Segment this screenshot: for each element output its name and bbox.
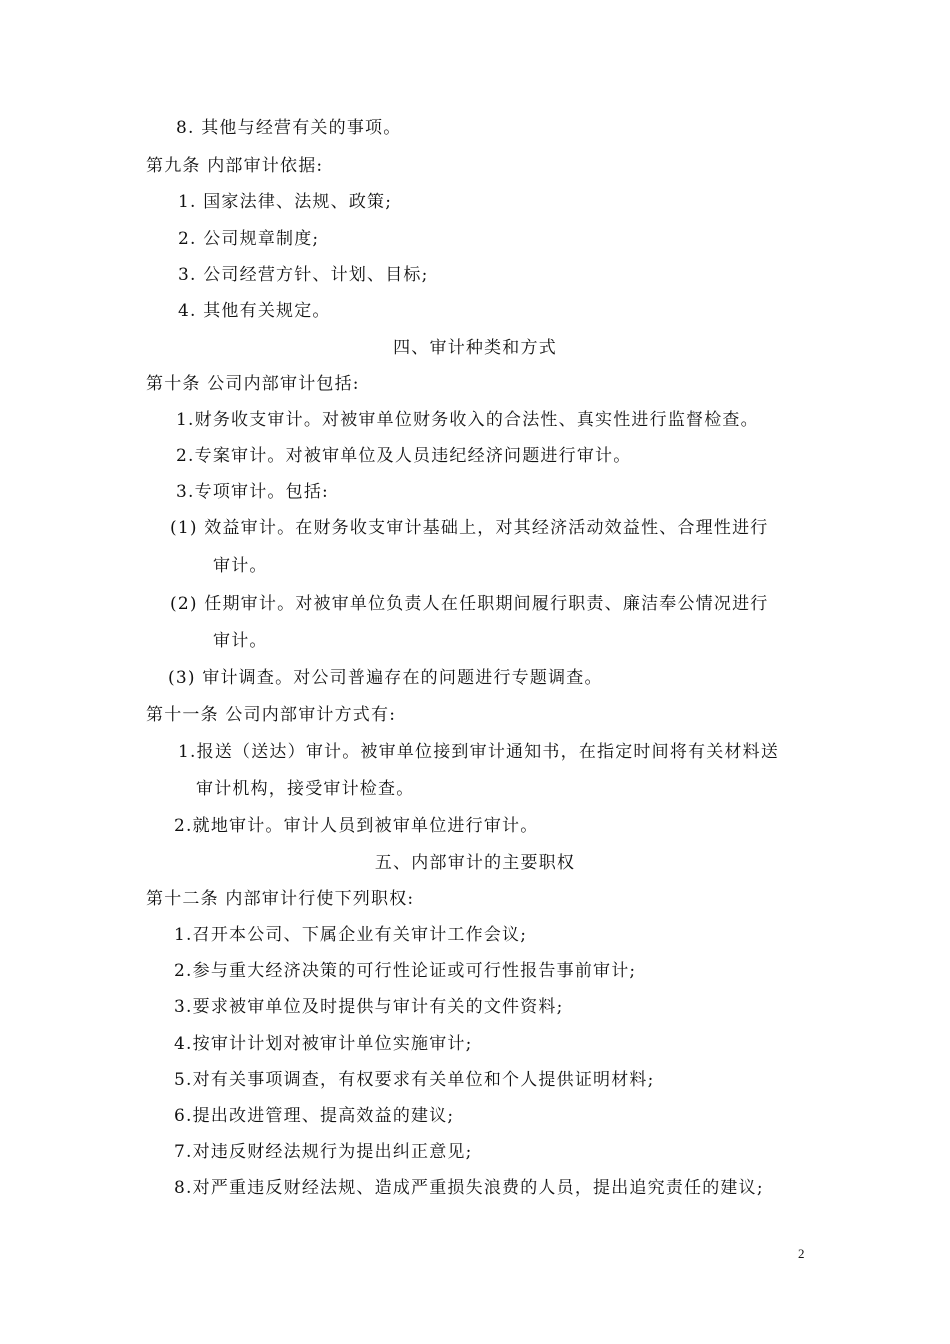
item-line: 2.就地审计。审计人员到被审单位进行审计。 <box>174 816 539 836</box>
item-line: 7.对违反财经法规行为提出纠正意见; <box>174 1142 473 1162</box>
item-line: 1.财务收支审计。对被审单位财务收入的合法性、真实性进行监督检查。 <box>176 410 759 430</box>
item-line: 1. 国家法律、法规、政策; <box>178 192 393 212</box>
sub-item-line: (3) 审计调查。对公司普遍存在的问题进行专题调查。 <box>168 668 603 688</box>
item-line: 1.报送（送达）审计。被审单位接到审计通知书，在指定时间将有关材料送 <box>178 742 780 762</box>
article-heading: 第十二条 内部审计行使下列职权: <box>146 889 415 909</box>
article-heading: 第九条 内部审计依据: <box>146 156 324 176</box>
item-line: 4.按审计计划对被审计单位实施审计; <box>174 1034 473 1054</box>
page-number: 2 <box>798 1246 805 1261</box>
item-continuation: 审计机构，接受审计检查。 <box>196 779 415 799</box>
item-line: 3.专项审计。包括: <box>176 482 329 502</box>
sub-item-line: (1) 效益审计。在财务收支审计基础上，对其经济活动效益性、合理性进行 <box>170 518 769 538</box>
article-heading: 第十条 公司内部审计包括: <box>146 374 360 394</box>
item-line: 4. 其他有关规定。 <box>178 301 331 321</box>
sub-item-line: (2) 任期审计。对被审单位负责人在任职期间履行职责、廉洁奉公情况进行 <box>170 594 769 614</box>
section-heading: 四、审计种类和方式 <box>393 338 557 358</box>
item-line: 8.对严重违反财经法规、造成严重损失浪费的人员，提出追究责任的建议; <box>174 1178 764 1198</box>
item-line: 3. 公司经营方针、计划、目标; <box>178 265 429 285</box>
item-line: 2. 公司规章制度; <box>178 229 320 249</box>
item-line: 3.要求被审单位及时提供与审计有关的文件资料; <box>174 997 564 1017</box>
section-heading: 五、内部审计的主要职权 <box>374 853 576 873</box>
sub-item-continuation: 审计。 <box>213 556 268 576</box>
article-heading: 第十一条 公司内部审计方式有: <box>146 705 397 725</box>
item-line: 2.专案审计。对被审单位及人员违纪经济问题进行审计。 <box>176 446 632 466</box>
item-line: 6.提出改进管理、提高效益的建议; <box>174 1106 455 1126</box>
item-line: 2.参与重大经济决策的可行性论证或可行性报告事前审计; <box>174 961 637 981</box>
sub-item-continuation: 审计。 <box>213 631 268 651</box>
item-line: 8. 其他与经营有关的事项。 <box>176 118 402 138</box>
item-line: 1.召开本公司、下属企业有关审计工作会议; <box>174 925 528 945</box>
item-line: 5.对有关事项调查，有权要求有关单位和个人提供证明材料; <box>174 1070 655 1090</box>
